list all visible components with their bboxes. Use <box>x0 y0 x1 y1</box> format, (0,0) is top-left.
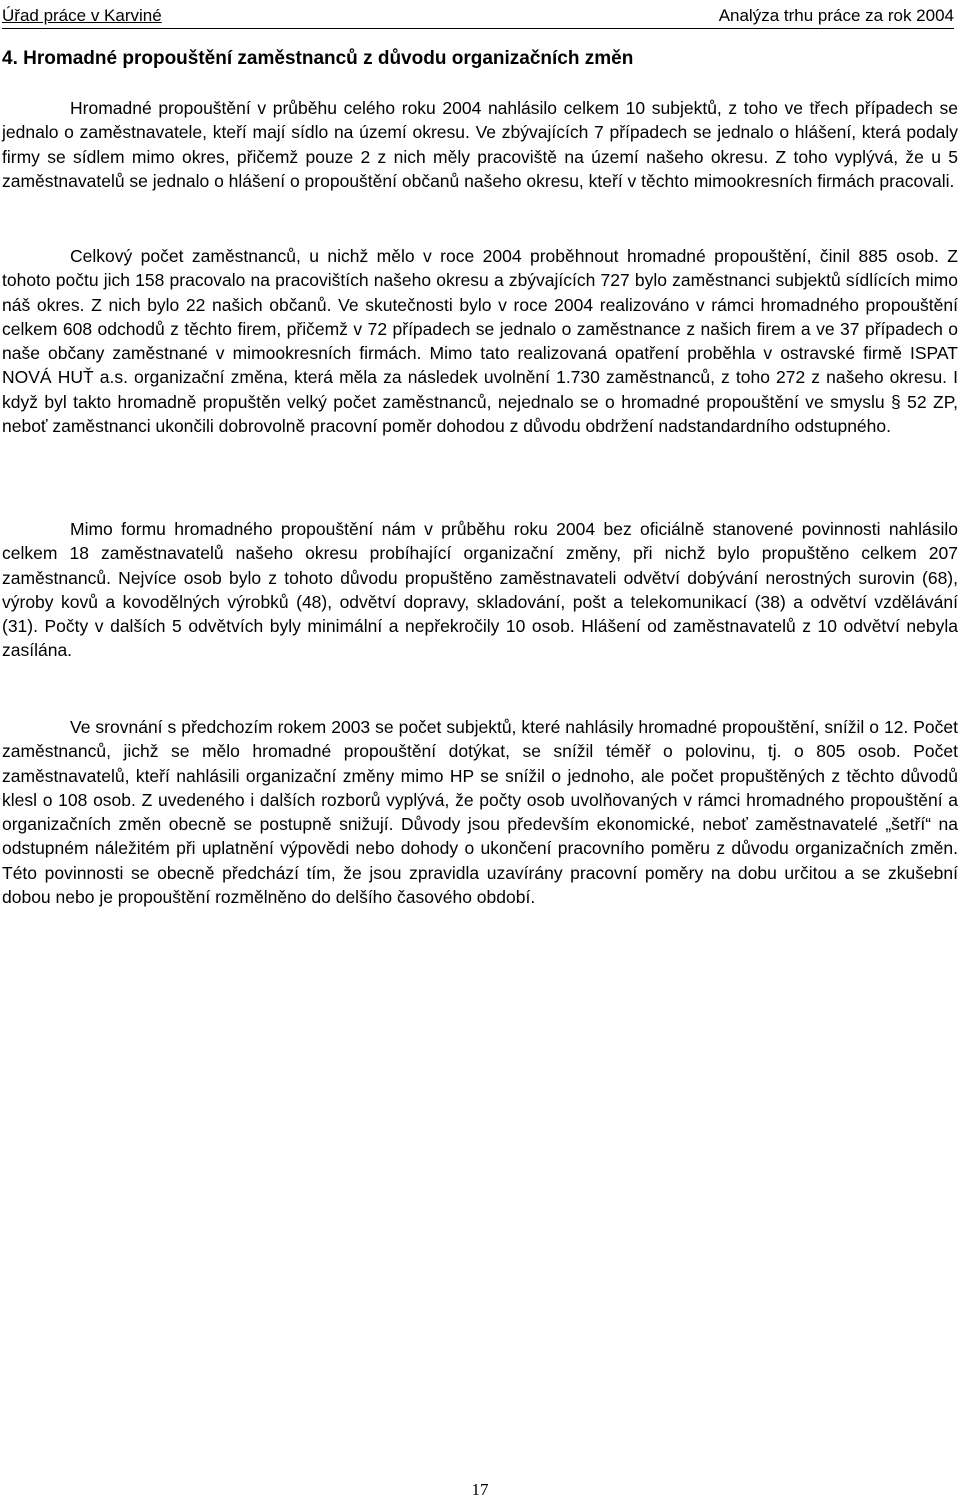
paragraph: Mimo formu hromadného propouštění nám v průběhu roku 2004 bez oficiálně stanovené povinnosti nahlásilo celkem 18 zaměstnavatelů našeho okresu probíhající organizační změny, při nichž bylo propuštěno celkem 207 zaměstnanců. Nejvíce osob bylo z tohoto důvodu propuštěno zaměstnavateli odvětví dobývání nerostných surovin (68), výroby kovů a kovodělných výrobků (48), odvětví dopravy, skladování, pošt a telekomunikací (38) a odvětví vzdělávání (31). Počty v dalších 5 odvětvích byly minimální a nepřekročily 10 osob. Hlášení od zaměstnavatelů z 10 odvětví nebyla zasílána. <box>2 519 958 661</box>
section-heading: 4. Hromadné propouštění zaměstnanců z důvodu organizačních změn <box>2 48 634 69</box>
paragraph: Ve srovnání s předchozím rokem 2003 se počet subjektů, které nahlásily hromadné propouštění, snížil o 12. Počet zaměstnanců, jichž se mělo hromadné propouštění dotýkat, se snížil téměř o polovinu, tj. o 805 osob. Počet zaměstnavatelů, kteří nahlásili organizační změny mimo HP se snížil o jednoho, ale počet propuštěných z těchto důvodů klesl o 108 osob. Z uvedeného i dalších rozborů vyplývá, že počty osob uvolňovaných v rámci hromadného propouštění a organizačních změn obecně se postupně snižují. Důvody jsou především ekonomické, neboť zaměstnavatelé „šetří“ na odstupném náležitém při uplatnění výpovědi nebo dohody o ukončení pracovního poměru z důvodu organizačních změn. Této povinnosti se obecně předchází tím, že jsou zpravidla uzavírány pracovní poměry na dobu určitou a se zkušební dobou nebo je propouštění rozmělněno do delšího časového období. <box>2 717 958 908</box>
paragraph: Hromadné propouštění v průběhu celého roku 2004 nahlásilo celkem 10 subjektů, z toho ve třech případech se jednalo o zaměstnavatele, kteří mají sídlo na území okresu. Ve zbývajících 7 případech se jednalo o hlášení, která podaly firmy se sídlem mimo okres, přičemž pouze 2 z nich měly pracoviště na území našeho okresu. Z toho vyplývá, že u 5 zaměstnavatelů se jednalo o hlášení o propouštění občanů našeho okresu, kteří v těchto mimookresních firmách pracovali. <box>2 98 958 191</box>
page-number: 17 <box>471 1480 489 1499</box>
paragraph: Celkový počet zaměstnanců, u nichž mělo v roce 2004 proběhnout hromadné propouštění, činil 885 osob. Z tohoto počtu jich 158 pracovalo na pracovištích našeho okresu a zbývajících 727 bylo zaměstnanci subjektů sídlících mimo náš okres. Z nich bylo 22 našich občanů. Ve skutečnosti bylo v roce 2004 realizováno v rámci hromadného propouštění celkem 608 odchodů z těchto firem, přičemž v 72 případech se jednalo o zaměstnance z našich firem a ve 37 případech o naše občany zaměstnané v mimookresních firmách. Mimo tato realizovaná opatření proběhla v ostravské firmě ISPAT NOVÁ HUŤ a.s. organizační změna, která měla za následek uvolnění 1.730 zaměstnanců, z toho 272 z našeho okresu. I když byl takto hromadně propuštěn velký počet zaměstnanců, nejednalo se o hromadné propouštění ve smyslu § 52 ZP, neboť zaměstnanci ukončili dobrovolně pracovní poměr dohodou z důvodu obdržení nadstandardního odstupného. <box>2 246 958 437</box>
header-document-title: Analýza trhu práce za rok 2004 <box>718 6 954 25</box>
header-office-name: Úřad práce v Karviné <box>2 6 162 25</box>
page-header <box>2 2 954 29</box>
